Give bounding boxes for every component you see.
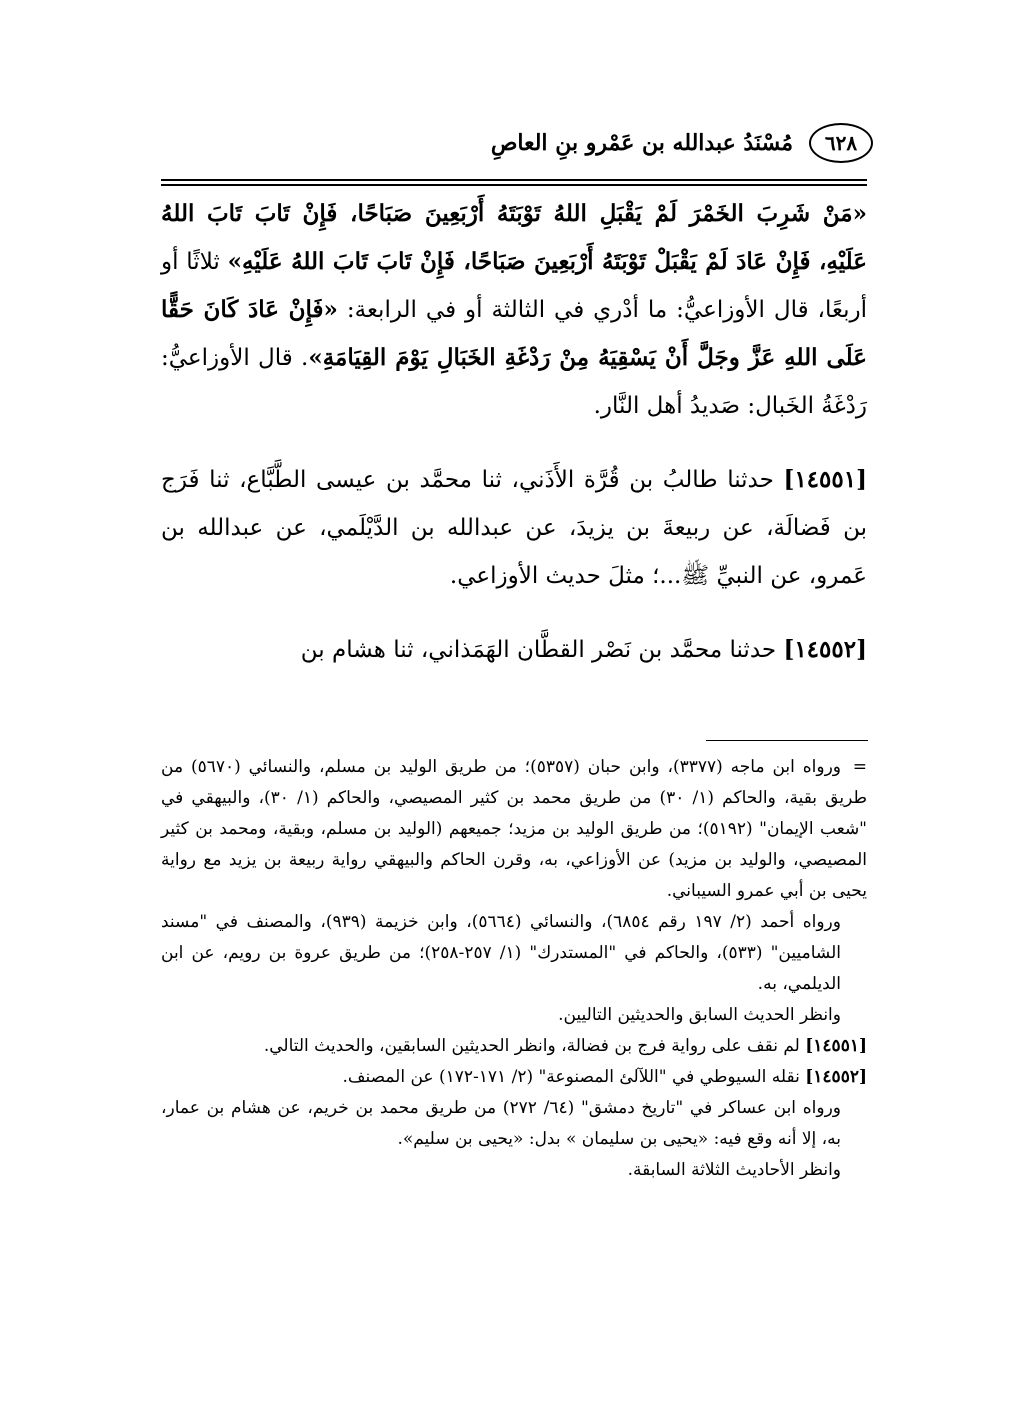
narration-tail: . قال الأوزاعيُّ: رَدْغَةُ الخَبال: صَديدُ أهل النَّار.	[161, 345, 867, 419]
footnote-number: [١٤٥٥١]	[805, 1036, 867, 1056]
hadith-text-2: «فَإِنْ عَادَ كَانَ حَقًّا عَلَى اللهِ عَزَّ وجَلَّ أَنْ يَسْقِيَهُ مِنْ رَدْغَةِ الخَبَالِ يَوْمَ القِيَامَةِ»	[161, 296, 867, 371]
footnote-line: ورواه أحمد (٢/ ١٩٧ رقم ٦٨٥٤)، والنسائي (٥٦٦٤)، وابن خزيمة (٩٣٩)، والمصنف في "مسند الشاميين" (٥٣٣)، والحاكم في "المستدرك" (١/ ٢٥٧-٢٥٨)؛ من طريق عروة بن رويم، عن ابن الديلمي، به.	[161, 912, 841, 994]
hadith-number: [١٤٥٥١]	[783, 466, 867, 493]
footnote-text: ورواه ابن ماجه (٣٣٧٧)، وابن حبان (٥٣٥٧)؛ من طريق الوليد بن مسلم، والنسائي (٥٦٧٠) من طريق بقية، والحاكم (١/ ٣٠) من طريق محمد بن كثير المصيصي، والحاكم (١/ ٣٠)، والبيهقي في "شعب الإيمان" (٥١٩٢)؛ من طريق الوليد بن مزيد؛ جميعهم (الوليد بن مسلم، وبقية، ومحمد بن كثير المصيصي، والوليد بن مزيد) عن الأوزاعي، به، وقرن الحاكم والبيهقي رواية ربيعة بن يزيد مع رواية يحيى بن أبي عمرو السيباني.	[161, 757, 868, 901]
footnotes	[161, 752, 867, 1186]
footnote-line	[161, 752, 867, 907]
main-text	[161, 190, 867, 674]
header-rule	[161, 179, 867, 186]
isnad-text: حدثنا طالبُ بن قُرَّة الأَذَني، ثنا محمَّد بن عيسى الطَّبَّاع، ثنا فَرَج بن فَضالَة، عن ربيعةَ بن يزيدَ، عن عبدالله بن الدَّيْلَمي، عن عبدالله بن عَمرو، عن النبيِّ ﷺ...؛ مثلَ حديث الأوزاعي.	[161, 467, 867, 589]
footnote-rule	[706, 740, 868, 741]
footnote-line	[161, 1031, 867, 1062]
footnote-line: وانظر الأحاديث الثلاثة السابقة.	[627, 1160, 841, 1180]
continuation-mark: =	[852, 757, 867, 777]
footnote-line: وانظر الحديث السابق والحديثين التاليين.	[558, 1005, 841, 1025]
footnote-line: ورواه ابن عساكر في "تاريخ دمشق" (٦٤/ ٢٧٢) من طريق محمد بن خريم، عن هشام بن عمار، به، إلا أنه وقع فيه: «يحيى بن سليمان » بدل: «يحيى بن سليم».	[161, 1098, 842, 1149]
running-title: مُسْنَدُ عبدالله بن عَمْرو بنِ العاصِ	[490, 130, 793, 156]
page-header	[380, 118, 873, 168]
footnote-text: لم نقف على رواية فرج بن فضالة، وانظر الحديثين السابقين، والحديث التالي.	[263, 1036, 806, 1056]
footnote-text: نقله السيوطي في "اللآلئ المصنوعة" (٢/ ١٧١-١٧٢) عن المصنف.	[342, 1067, 806, 1087]
footnote-number: [١٤٥٥٢]	[805, 1067, 867, 1087]
hadith-number: [١٤٥٥٢]	[783, 636, 867, 663]
paragraph-14552	[161, 626, 867, 674]
footnote-line	[161, 1062, 867, 1093]
hadith-text-1: «مَنْ شَرِبَ الخَمْرَ لَمْ يَقْبَلِ اللهُ تَوْبَتَهُ أَرْبَعِينَ صَبَاحًا، فَإِنْ تَابَ تَابَ اللهُ عَلَيْهِ، فَإِنْ عَادَ لَمْ يَقْبَلْ تَوْبَتَهُ أَرْبَعِينَ صَبَاحًا، فَإِنْ تَابَ تَابَ اللهُ عَلَيْهِ»	[161, 200, 867, 275]
isnad-text: حدثنا محمَّد بن نَصْر القطَّان الهَمَذاني، ثنا هشام بن	[300, 637, 784, 663]
paragraph-14551	[161, 456, 867, 600]
paragraph-hadith-continuation	[161, 190, 867, 430]
narration-text: ثلاثًا أو أربعًا، قال الأوزاعيُّ: ما أدْري في الثالثة أو في الرابعة:	[161, 249, 867, 323]
page-number: ٦٢٨	[809, 123, 873, 163]
